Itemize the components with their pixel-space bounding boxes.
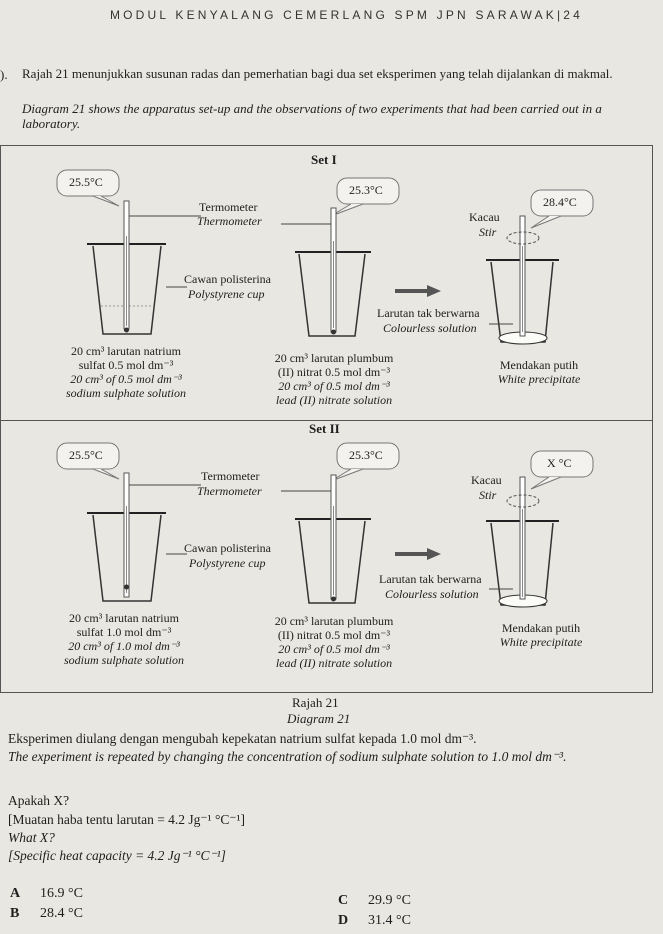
set2-stir-label-en: Stir xyxy=(479,488,497,502)
set2-precipitate-ms: Mendakan putih xyxy=(501,621,581,635)
set2-left-solution-en2: sodium sulphate solution xyxy=(63,653,184,667)
given-en: [Specific heat capacity = 4.2 Jg⁻¹ °C⁻¹] xyxy=(8,848,226,863)
set2-colourless-label: Larutan tak berwarna xyxy=(379,572,482,586)
set1-left-solution-en1: 20 cm³ of 0.5 mol dm⁻³ xyxy=(70,372,182,386)
set2-title: Set II xyxy=(309,421,340,436)
option-d-value: 31.4 °C xyxy=(368,913,411,928)
option-b[interactable] xyxy=(10,906,83,922)
set2-arrow-icon xyxy=(395,548,441,560)
set2-mid-solution-en1: 20 cm³ of 0.5 mol dm⁻³ xyxy=(278,642,390,656)
set2-cup-label-en: Polystyrene cup xyxy=(189,556,266,570)
set1-cup-label: Cawan polisterina xyxy=(184,272,271,286)
set1-thermometer-label: Termometer xyxy=(199,200,258,214)
set1-thermometer-left-icon xyxy=(124,201,129,333)
set1-left-solution-ms2: sulfat 0.5 mol dm⁻³ xyxy=(78,358,174,372)
set2-precipitate-en: White precipitate xyxy=(499,635,583,649)
set2-thermometer-label: Termometer xyxy=(201,469,260,483)
set2-left-solution-ms1: 20 cm³ larutan natrium xyxy=(69,611,179,625)
option-c[interactable] xyxy=(338,893,411,909)
option-c-value: 29.9 °C xyxy=(368,893,411,908)
option-d[interactable] xyxy=(338,913,411,929)
set1-precipitate xyxy=(469,358,609,386)
set2-mid-solution xyxy=(239,614,429,670)
set2-mid-solution-ms1: 20 cm³ larutan plumbum xyxy=(274,614,394,628)
set2-thermometer-left-icon xyxy=(124,473,129,597)
question-text-ms: Rajah 21 menunjukkan susunan radas dan pemerhatian bagi dua set eksperimen yang telah dijalankan di makmal. xyxy=(22,66,613,81)
set1-colourless-label: Larutan tak berwarna xyxy=(377,306,480,320)
set1-stir-label-en: Stir xyxy=(479,225,497,239)
set1-precipitate-en: White precipitate xyxy=(497,372,581,386)
set2-left-solution xyxy=(29,611,219,667)
option-a-value: 16.9 °C xyxy=(40,886,83,901)
ask-en: What X? xyxy=(8,830,55,845)
set1-panel xyxy=(0,145,653,421)
question-number: ). xyxy=(0,67,8,82)
set1-mid-solution-en1: 20 cm³ of 0.5 mol dm⁻³ xyxy=(278,379,390,393)
ask-ms: Apakah X? xyxy=(8,793,70,808)
set1-temp-mid: 25.3°C xyxy=(349,183,383,197)
set2-temp-left: 25.5°C xyxy=(69,448,103,462)
option-c-letter: C xyxy=(338,893,349,908)
set1-stir-label: Kacau xyxy=(469,210,500,224)
set1-arrow-icon xyxy=(395,285,441,297)
question-text-en: Diagram 21 shows the apparatus set-up and the observations of two experiments that had been carried out in a laboratory. xyxy=(22,101,602,131)
set1-title: Set I xyxy=(311,152,337,167)
set1-temp-right: 28.4°C xyxy=(543,195,577,209)
set2-thermometer-label-en: Thermometer xyxy=(197,484,262,498)
diagram-caption-ms: Rajah 21 xyxy=(292,695,339,710)
statement-ms: Eksperimen diulang dengan mengubah kepekatan natrium sulfat kepada 1.0 mol dm⁻³. xyxy=(8,731,477,746)
option-b-value: 28.4 °C xyxy=(40,906,83,921)
option-b-letter: B xyxy=(10,906,20,921)
set2-stir-label: Kacau xyxy=(471,473,502,487)
set1-left-solution-en2: sodium sulphate solution xyxy=(65,386,186,400)
set2-precipitate xyxy=(471,621,611,649)
set1-left-solution-ms1: 20 cm³ larutan natrium xyxy=(71,344,181,358)
set2-cup-label: Cawan polisterina xyxy=(184,541,271,555)
set2-mid-solution-en2: lead (II) nitrate solution xyxy=(275,656,393,670)
diagram-caption-en: Diagram 21 xyxy=(287,711,351,726)
set2-mid-solution-ms2: (II) nitrat 0.5 mol dm⁻³ xyxy=(277,628,391,642)
set1-thermometer-right-icon xyxy=(520,216,525,336)
set1-colourless-label-en: Colourless solution xyxy=(383,321,477,335)
set1-mid-solution-en2: lead (II) nitrate solution xyxy=(275,393,393,407)
set1-thermometer-label-en: Thermometer xyxy=(197,214,262,228)
given-ms: [Muatan haba tentu larutan = 4.2 Jg⁻¹ °C⁻¹] xyxy=(8,812,246,827)
set1-thermometer-mid-icon xyxy=(331,208,336,335)
set2-thermometer-mid-icon xyxy=(331,475,336,602)
set1-mid-solution-ms1: 20 cm³ larutan plumbum xyxy=(274,351,394,365)
set1-temp-left: 25.5°C xyxy=(69,175,103,189)
set2-panel xyxy=(0,421,653,693)
set1-mid-solution-ms2: (II) nitrat 0.5 mol dm⁻³ xyxy=(277,365,391,379)
set1-left-solution xyxy=(31,344,221,400)
option-a[interactable] xyxy=(10,886,83,902)
set2-colourless-label-en: Colourless solution xyxy=(385,587,479,601)
set1-precipitate-ms: Mendakan putih xyxy=(499,358,579,372)
set2-temp-mid: 25.3°C xyxy=(349,448,383,462)
set1-mid-solution xyxy=(239,351,429,407)
statement-en: The experiment is repeated by changing the concentration of sodium sulphate solution to 1.0 mol dm⁻³. xyxy=(8,749,567,764)
set2-left-solution-ms2: sulfat 1.0 mol dm⁻³ xyxy=(76,625,172,639)
page-header: MODUL KENYALANG CEMERLANG SPM JPN SARAWAK|24 xyxy=(109,8,584,22)
option-a-letter: A xyxy=(10,886,21,901)
set1-cup-label-en: Polystyrene cup xyxy=(188,287,265,301)
set2-left-solution-en1: 20 cm³ of 1.0 mol dm⁻³ xyxy=(68,639,180,653)
option-d-letter: D xyxy=(338,913,349,928)
set2-temp-right: X °C xyxy=(547,456,572,470)
